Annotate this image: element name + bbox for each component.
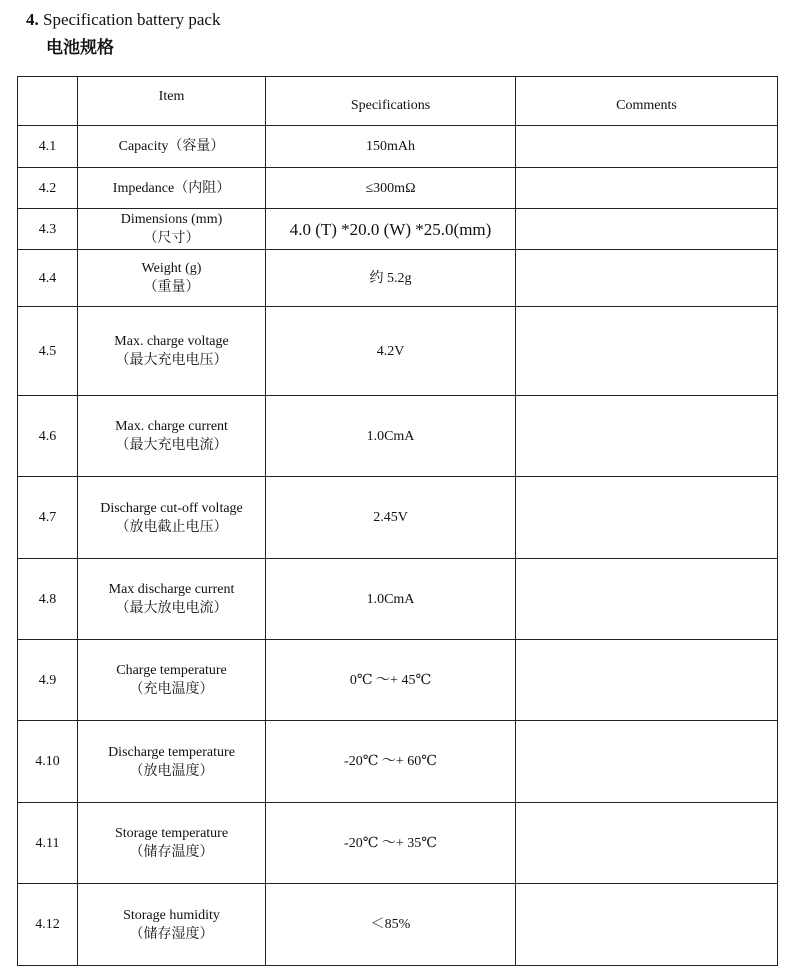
header-item: Item xyxy=(78,77,266,126)
row-number: 4.10 xyxy=(18,721,78,803)
row-number: 4.2 xyxy=(18,168,78,209)
table-header-row xyxy=(18,77,778,126)
row-item xyxy=(78,209,266,250)
table-row xyxy=(18,559,778,640)
row-item xyxy=(78,168,266,209)
item-label-cn: （最大放电电流） xyxy=(115,601,228,616)
row-item xyxy=(78,477,266,559)
item-label-cn: （放电截止电压） xyxy=(115,519,228,535)
row-number: 4.3 xyxy=(18,209,78,250)
row-number: 4.5 xyxy=(18,307,78,396)
item-label-cn: （最大充电电流） xyxy=(115,438,228,453)
item-label-cn: （尺寸） xyxy=(143,231,200,246)
row-spec: -20℃ ～+ 60℃ xyxy=(266,721,516,803)
row-spec: 1.0CmA xyxy=(266,559,516,640)
item-label-cn: （储存湿度） xyxy=(129,926,214,942)
row-comment xyxy=(516,559,778,640)
row-comment xyxy=(516,250,778,307)
row-spec: 0℃ ～+ 45℃ xyxy=(266,640,516,721)
item-label-cn: （充电温度） xyxy=(129,682,214,697)
row-number: 4.8 xyxy=(18,559,78,640)
row-item xyxy=(78,250,266,307)
table-row xyxy=(18,477,778,559)
spec-table xyxy=(17,76,778,966)
row-item xyxy=(78,640,266,721)
section-title: Specification battery pack xyxy=(43,10,221,29)
row-item xyxy=(78,721,266,803)
row-spec: 150mAh xyxy=(266,126,516,168)
table-row xyxy=(18,126,778,168)
item-label: Discharge cut-off voltage xyxy=(100,500,243,516)
row-comment xyxy=(516,168,778,209)
row-item xyxy=(78,126,266,168)
table-row xyxy=(18,168,778,209)
header-comments: Comments xyxy=(516,77,778,126)
item-label-cn: （储存温度） xyxy=(129,845,214,860)
item-label: Max. charge voltage xyxy=(114,334,229,349)
row-item xyxy=(78,884,266,966)
row-comment xyxy=(516,884,778,966)
row-comment xyxy=(516,640,778,721)
row-spec: ＜85% xyxy=(266,884,516,966)
item-label: Discharge temperature xyxy=(108,744,235,760)
row-number: 4.9 xyxy=(18,640,78,721)
item-label-cn: （最大充电电压） xyxy=(115,353,228,368)
table-row xyxy=(18,721,778,803)
row-comment xyxy=(516,126,778,168)
table-row xyxy=(18,307,778,396)
row-spec: 1.0CmA xyxy=(266,396,516,477)
row-item xyxy=(78,396,266,477)
item-label: Dimensions (mm) xyxy=(120,212,223,227)
header-number-cell xyxy=(18,77,78,126)
table-row xyxy=(18,250,778,307)
item-label: Storage temperature xyxy=(114,826,229,841)
row-item xyxy=(78,307,266,396)
row-number: 4.4 xyxy=(18,250,78,307)
section-number: 4. xyxy=(26,10,39,29)
table-row xyxy=(18,884,778,966)
section-heading xyxy=(26,9,220,31)
row-spec: 2.45V xyxy=(266,477,516,559)
row-spec: ≤300mΩ xyxy=(266,168,516,209)
table-row xyxy=(18,209,778,250)
row-spec: -20℃ ～+ 35℃ xyxy=(266,803,516,884)
item-label: Max. charge current xyxy=(115,419,228,434)
header-specifications: Specifications xyxy=(266,77,516,126)
table-row xyxy=(18,396,778,477)
row-comment xyxy=(516,803,778,884)
table-row xyxy=(18,640,778,721)
row-number: 4.1 xyxy=(18,126,78,168)
row-comment xyxy=(516,396,778,477)
item-label-cn: （重量） xyxy=(143,280,200,295)
row-comment xyxy=(516,307,778,396)
item-label: Charge temperature xyxy=(116,663,227,678)
row-number: 4.6 xyxy=(18,396,78,477)
row-number: 4.12 xyxy=(18,884,78,966)
row-spec: 4.2V xyxy=(266,307,516,396)
row-number: 4.11 xyxy=(18,803,78,884)
row-number: 4.7 xyxy=(18,477,78,559)
item-label: Max discharge current xyxy=(108,582,235,597)
row-spec: 4.0 (T) *20.0 (W) *25.0(mm) xyxy=(266,209,516,250)
section-subtitle: 电池规格 xyxy=(46,38,114,58)
row-item xyxy=(78,559,266,640)
item-label-cn: （放电温度） xyxy=(129,763,214,779)
table-row xyxy=(18,803,778,884)
row-spec: 约 5.2g xyxy=(266,250,516,307)
item-label: Storage humidity xyxy=(123,907,220,923)
row-item xyxy=(78,803,266,884)
row-comment xyxy=(516,721,778,803)
item-label: Weight (g) xyxy=(141,261,202,276)
row-comment xyxy=(516,477,778,559)
row-comment xyxy=(516,209,778,250)
item-label: Impedance（内阻） xyxy=(112,180,231,196)
item-label: Capacity（容量） xyxy=(118,139,225,154)
